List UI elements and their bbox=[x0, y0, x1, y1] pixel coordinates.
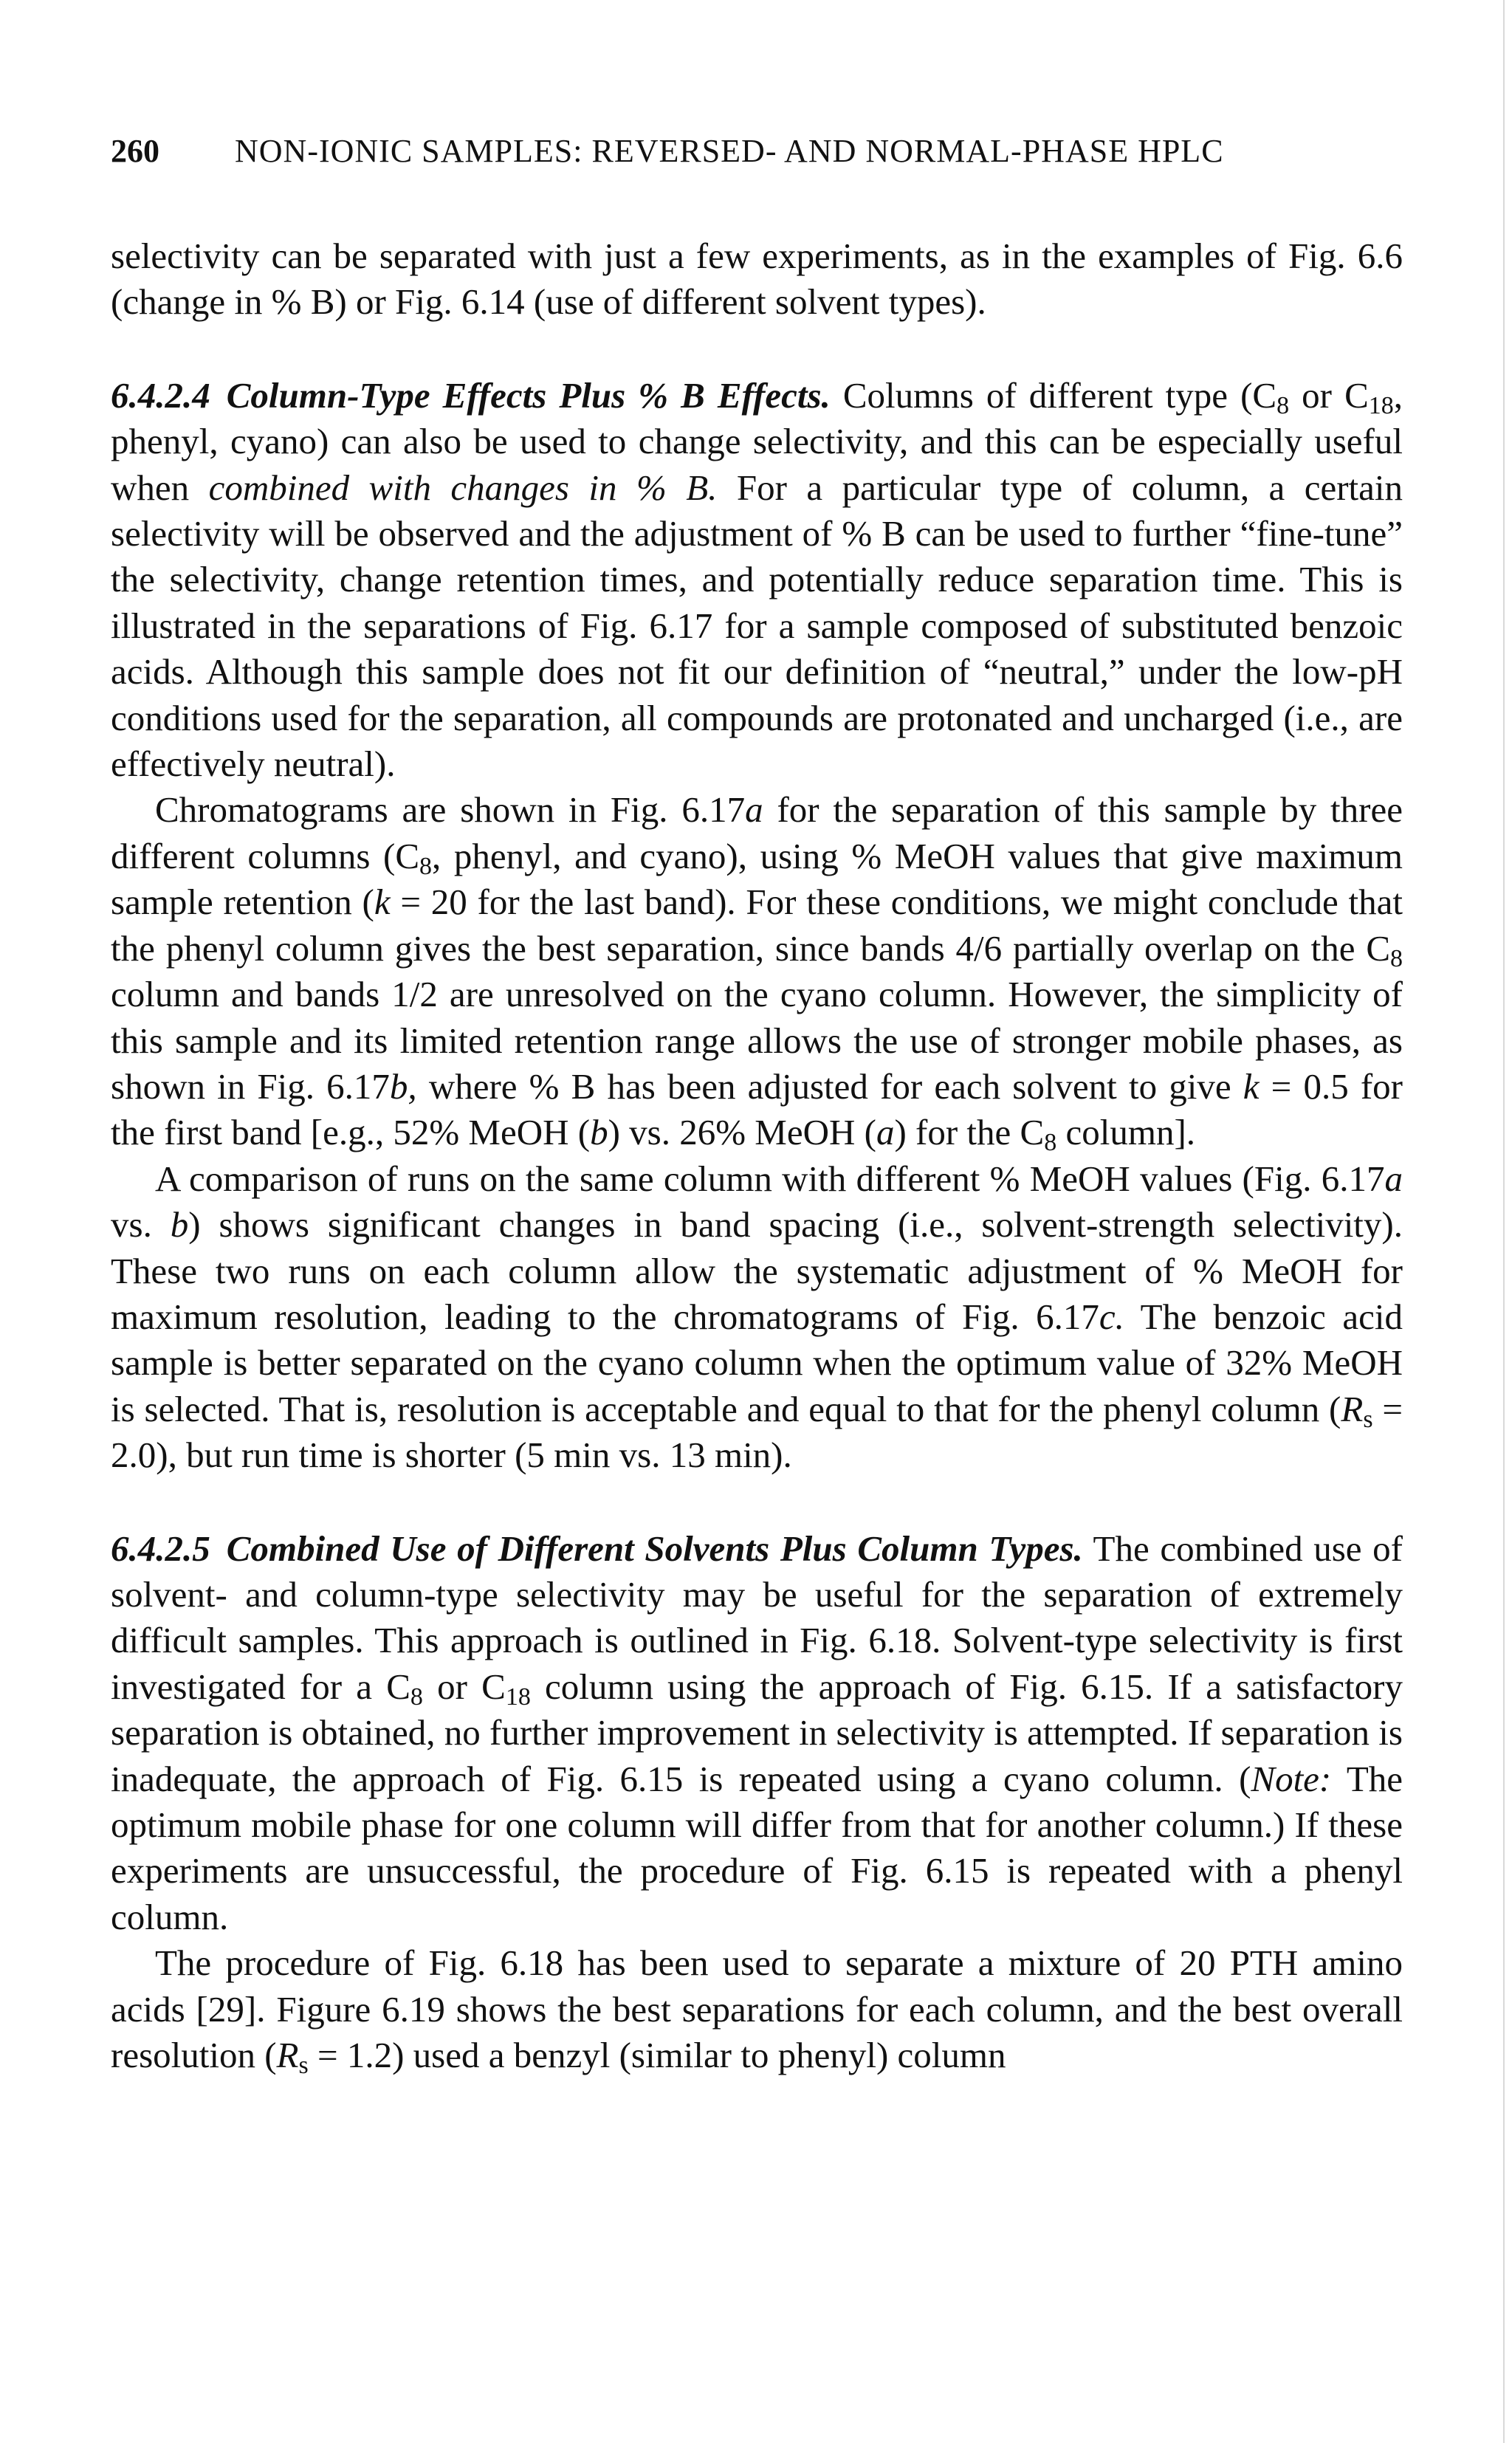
book-page bbox=[111, 130, 1403, 2078]
paragraph-pth-amino-acids: The procedure of Fig. 6.18 has been used to separate a mixture of 20 PTH amino acids [29]. Figure 6.19 shows the best separations for each column, and the best overall resolution $(R_s = 1.2)$ used a benzyl (similar to phenyl) column bbox=[111, 1942, 1403, 2080]
paragraph-comparison: A comparison of runs on the same column with different % MeOH values (Fig. 6.17a vs. b) shows significant changes in band spacing (i.e., solvent-strength selectivity). These two runs on each column allow the systematic adjustment of % MeOH for maximum resolution, leading to the chromatograms of Fig. 6.17c. The benzoic acid sample is better separated on the cyano column when the optimum value of 32% MeOH is selected. That is, resolution is acceptable and equal to that for the phenyl column $(R_s = 2.0)$, but run time is shorter (5 min vs. 13 min). bbox=[111, 1158, 1403, 1476]
page-number: 260 bbox=[111, 133, 159, 169]
scan-edge-rule bbox=[1503, 0, 1505, 2443]
section-6-4-2-4: 6.4.2.4 Column-Type Effects Plus % B Effects. Columns of different type ($C_8$ or $C_{18}$, phenyl, cyano) can also be used to change selectivity, and this can be especially useful when combined with changes in % B. For a particular type of column, a certain selectivity will be observed and the adjustment of % B can be used to further “fine-tune” the selectivity, change retention times, and potentially reduce separation time. This is illustrated in the separations of Fig. 6.17 for a sample composed of substituted benzoic acids. Although this sample does not fit our definition of “neutral,” under the low-pH conditions used for the separation, all compounds are protonated and uncharged (i.e., are effectively neutral). bbox=[111, 374, 1403, 785]
running-title: NON-IONIC SAMPLES: REVERSED- AND NORMAL-PHASE HPLC bbox=[235, 133, 1224, 169]
page-header bbox=[111, 130, 1403, 173]
paragraph-continuation: selectivity can be separated with just a few experiments, as in the examples of Fig. 6.6 (change in % B) or Fig. 6.14 (use of different solvent types). bbox=[111, 236, 1403, 323]
section-gap bbox=[111, 326, 1403, 373]
section-number: 6.4.2.5 bbox=[111, 1528, 210, 1569]
section-gap bbox=[111, 1479, 1403, 1526]
section-6-4-2-5: 6.4.2.5 Combined Use of Different Solvents Plus Column Types. The combined use of solvent- and column-type selectivity may be useful for the separation of extremely difficult samples. This approach is outlined in Fig. 6.18. Solvent-type selectivity is first investigated for a $C_8$ or $C_{18}$ column using the approach of Fig. 6.15. If a satisfactory separation is obtained, no further improvement in selectivity is attempted. If separation is inadequate, the approach of Fig. 6.15 is repeated using a cyano column. (Note: The optimum mobile phase for one column will differ from that for another column.) If these experiments are unsuccessful, the procedure of Fig. 6.15 is repeated with a phenyl column. bbox=[111, 1528, 1403, 1937]
section-title: Combined Use of Different Solvents Plus Column Types. bbox=[226, 1528, 1083, 1569]
paragraph-chromatograms: Chromatograms are shown in Fig. 6.17a for the separation of this sample by three different columns ($C_8$, phenyl, and cyano), using % MeOH values that give maximum sample retention (k = 20 for the last band). For these conditions, we might conclude that the phenyl column gives the best separation, since bands 4/6 partially overlap on the $C_8$ column and bands 1/2 are unresolved on the cyano column. However, the simplicity of this sample and its limited retention range allows the use of stronger mobile phases, as shown in Fig. 6.17b, where % B has been adjusted for each solvent to give k = 0.5 for the first band [e.g., 52% MeOH (b) vs. 26% MeOH (a) for the $C_8$ column]. bbox=[111, 789, 1403, 1157]
section-title: Column-Type Effects Plus % B Effects. bbox=[226, 374, 831, 416]
section-number: 6.4.2.4 bbox=[111, 374, 210, 416]
